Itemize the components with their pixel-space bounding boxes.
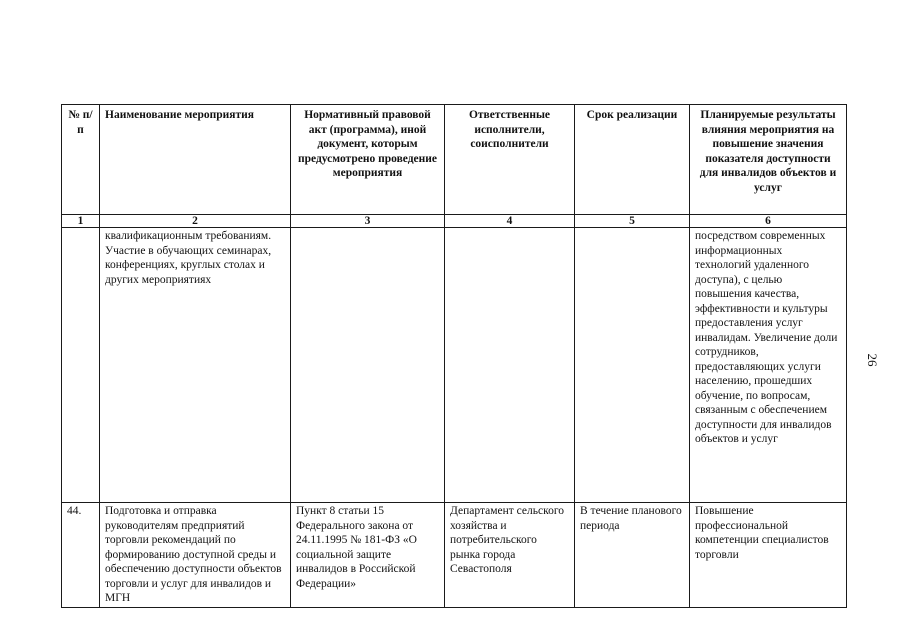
header-cell-executors: Ответственные исполнители, соисполнители: [445, 105, 575, 215]
header-cell-name: Наименование мероприятия: [100, 105, 291, 215]
column-number: 3: [291, 215, 445, 228]
cell-number: 44.: [62, 503, 100, 608]
cell-act: [291, 228, 445, 503]
page-number: 26: [865, 353, 880, 367]
column-number: 5: [575, 215, 690, 228]
cell-name: квалификационным требованиям. Участие в обучающих семинарах, конференциях, круглых столах и других мероприятиях: [100, 228, 291, 503]
table-header-row: [62, 105, 847, 215]
cell-results: посредством современных информационных технологий удаленного доступа), с целью повышения качества, эффективности и культуры предоставления услуг инвалидам. Увеличение доли сотрудников, предоставляющих услуги населению, прошедших обучение, по вопросам, связанным с обеспечением доступности для инвалидов объектов и услуг: [690, 228, 847, 503]
table-row: [62, 503, 847, 608]
column-number: 6: [690, 215, 847, 228]
cell-executors: [445, 228, 575, 503]
header-cell-number: № п/п: [62, 105, 100, 215]
column-number: 2: [100, 215, 291, 228]
cell-name: Подготовка и отправка руководителям предприятий торговли рекомендаций по формированию доступной среды и обеспечению доступности объектов торговли и услуг для инвалидов и МГН: [100, 503, 291, 608]
column-number: 1: [62, 215, 100, 228]
cell-executors: Департамент сельского хозяйства и потребительского рынка города Севастополя: [445, 503, 575, 608]
column-number: 4: [445, 215, 575, 228]
header-cell-results: Планируемые результаты влияния мероприятия на повышение значения показателя доступности для инвалидов объектов и услуг: [690, 105, 847, 215]
cell-results: Повышение профессиональной компетенции специалистов торговли: [690, 503, 847, 608]
cell-term: [575, 228, 690, 503]
measures-table: [61, 104, 847, 608]
cell-number: [62, 228, 100, 503]
header-cell-act: Нормативный правовой акт (программа), иной документ, которым предусмотрено проведение мероприятия: [291, 105, 445, 215]
table-row: [62, 228, 847, 503]
cell-act: Пункт 8 статьи 15 Федерального закона от 24.11.1995 № 181-ФЗ «О социальной защите инвалидов в Российской Федерации»: [291, 503, 445, 608]
cell-term: В течение планового периода: [575, 503, 690, 608]
column-number-row: [62, 215, 847, 228]
header-cell-term: Срок реализации: [575, 105, 690, 215]
